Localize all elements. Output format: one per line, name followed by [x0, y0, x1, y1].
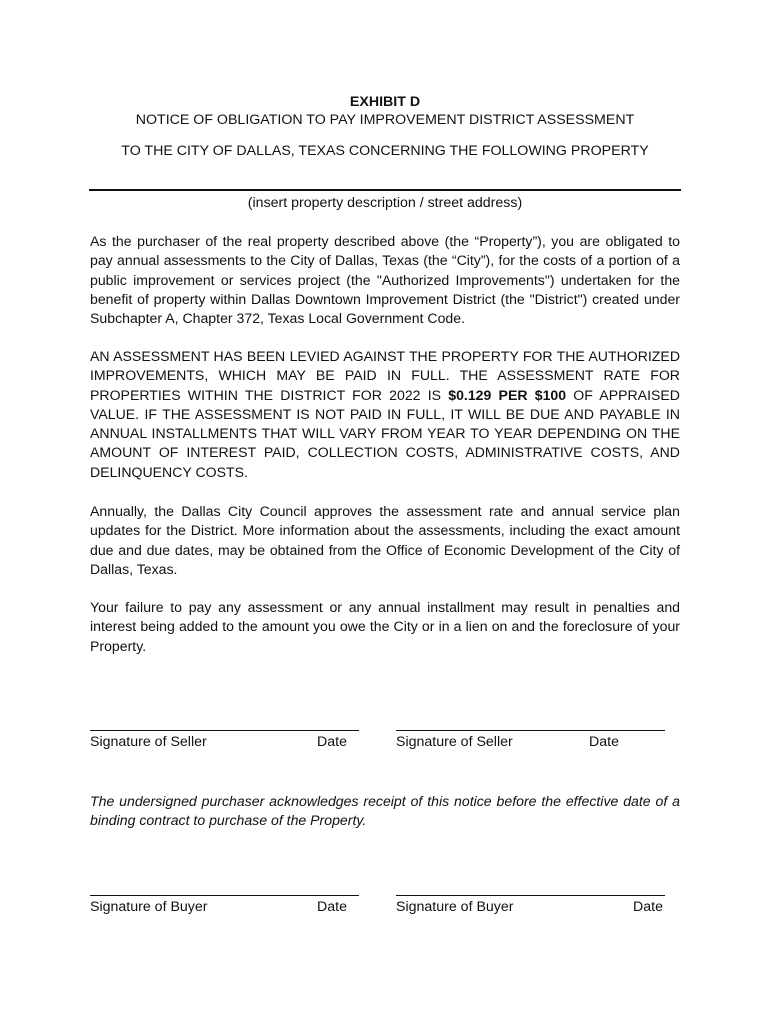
paragraph-failure-to-pay: Your failure to pay any assessment or any annual installment may result in penalties and interest being added to the amount you owe the City or in a lien on and the foreclosure of your Property. — [90, 599, 680, 654]
notice-subheading: TO THE CITY OF DALLAS, TEXAS CONCERNING THE FOLLOWING PROPERTY — [121, 143, 649, 159]
paragraph-assessment-levied — [90, 347, 680, 482]
assessment-text-after: OF APPRAISED VALUE. IF THE ASSESSMENT IS NOT PAID IN FULL, IT WILL BE DUE AND PAYABLE IN ANNUAL INSTALLMENTS THAT WILL VARY FROM YEAR TO YEAR DEPENDING ON THE AMOUNT OF INTEREST PAID, COLLECTION COSTS, ADMINISTRATIVE COSTS, AND DELINQUENCY COSTS. — [90, 386, 680, 480]
property-description-caption: (insert property description / street address) — [247, 195, 523, 211]
buyer-signature-line-1[interactable] — [90, 895, 359, 896]
seller-signature-line-2[interactable] — [396, 730, 665, 731]
assessment-text-before: AN ASSESSMENT HAS BEEN LEVIED AGAINST THE PROPERTY FOR THE AUTHORIZED IMPROVEMENTS, WHICH MAY BE PAID IN FULL. THE ASSESSMENT RATE FOR PROPERTIES WITHIN THE DISTRICT FOR 2022 IS — [90, 348, 680, 403]
buyer-signature-label-2: Signature of Buyer — [396, 899, 514, 915]
buyer-date-label-2: Date — [633, 899, 663, 915]
buyer-signature-line-2[interactable] — [396, 895, 665, 896]
seller-date-label-1: Date — [317, 734, 347, 750]
seller-signature-line-1[interactable] — [90, 730, 359, 731]
seller-signature-label-2: Signature of Seller — [396, 734, 513, 750]
notice-heading: NOTICE OF OBLIGATION TO PAY IMPROVEMENT DISTRICT ASSESSMENT — [135, 112, 635, 128]
property-description-line[interactable] — [89, 189, 681, 191]
exhibit-title: EXHIBIT D — [349, 94, 421, 110]
paragraph-annual-approval: Annually, the Dallas City Council approves the assessment rate and annual service plan updates for the District. More information about the assessments, including the exact amount due and due dates, may be obtained from the Office of Economic Development of the City of Dallas, Texas. — [90, 503, 680, 577]
seller-signature-label-1: Signature of Seller — [90, 734, 207, 750]
assessment-rate: $0.129 PER $100 — [448, 386, 567, 403]
buyer-signature-label-1: Signature of Buyer — [90, 899, 208, 915]
purchaser-acknowledgement: The undersigned purchaser acknowledges receipt of this notice before the effective date of a binding contract to purchase of the Property. — [90, 793, 680, 829]
buyer-date-label-1: Date — [317, 899, 347, 915]
paragraph-purchaser-obligation: As the purchaser of the real property described above (the “Property”), you are obligated to pay annual assessments to the City of Dallas, Texas (the “City”), for the costs of a portion of a public improvement or services project (the "Authorized Improvements") undertaken for the benefit of property within Dallas Downtown Improvement District (the "District") created under Subchapter A, Chapter 372, Texas Local Government Code. — [90, 233, 680, 327]
seller-date-label-2: Date — [589, 734, 619, 750]
